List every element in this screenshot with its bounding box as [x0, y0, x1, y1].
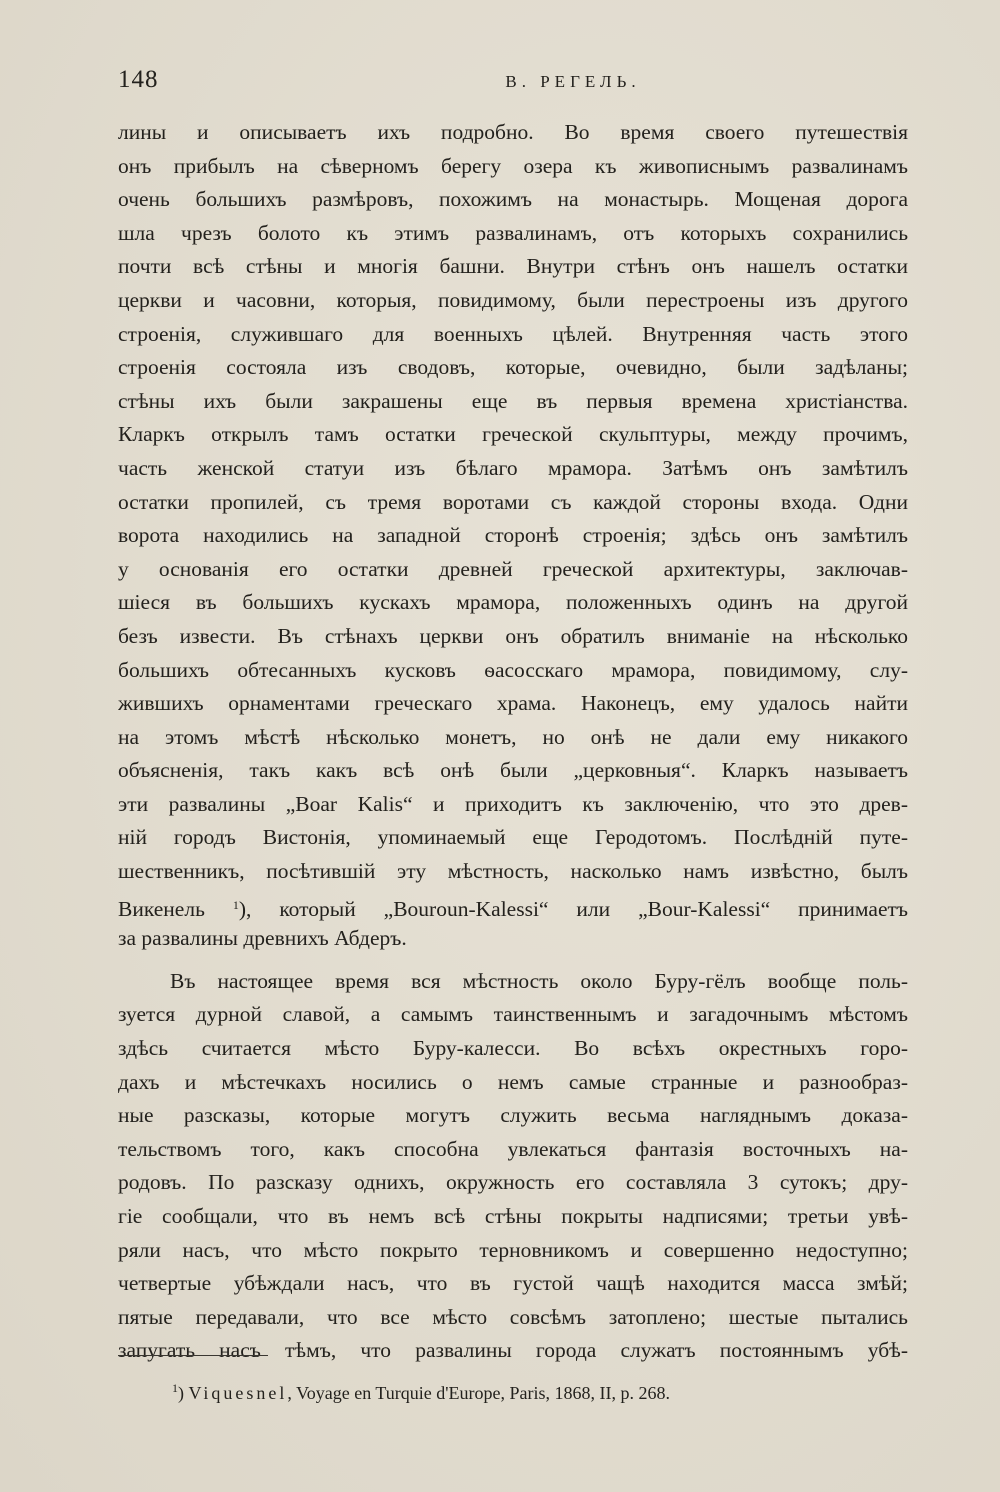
paragraph-break [118, 956, 908, 965]
text-line: запугать насъ тѣмъ, что развалины города служатъ постояннымъ убѣ- [118, 1338, 908, 1363]
text-line: Въ настоящее время вся мѣстность около Буру-гёлъ вообще поль- [170, 968, 908, 993]
text-line: пятые передавали, что все мѣсто совсѣмъ затоплено; шестые пытались [118, 1304, 908, 1329]
text-line: объясненія, такъ какъ всѣ онѣ были „церковныя“. Кларкъ называетъ [118, 758, 908, 783]
footnote-marker: 1 [172, 1381, 178, 1395]
text-line: остатки пропилей, съ тремя воротами съ каждой стороны входа. Одни [118, 489, 908, 514]
page-header [118, 66, 908, 102]
text-line: тельствомъ того, какъ способна увлекаться фантазія восточныхъ на- [118, 1136, 908, 1161]
body-text [118, 116, 908, 1368]
text-line: шественникъ, посѣтившій эту мѣстность, насколько намъ извѣстно, былъ [118, 859, 908, 884]
footnote-reference[interactable]: 1 [232, 897, 239, 912]
text-line: часть женской статуи изъ бѣлаго мрамора. Затѣмъ онъ замѣтилъ [118, 455, 908, 480]
text-line: на этомъ мѣстѣ нѣсколько монетъ, но онѣ не дали ему никакого [118, 724, 908, 749]
text-line: здѣсь считается мѣсто Буру-калесси. Во всѣхъ окрестныхъ горо- [118, 1036, 908, 1061]
text-line: очень большихъ размѣровъ, похожимъ на монастырь. Мощеная дорога [118, 187, 908, 212]
text-line: шла чрезъ болото къ этимъ развалинамъ, отъ которыхъ сохранились [118, 220, 908, 245]
text-line: лины и описываетъ ихъ подробно. Во время своего путешествія [118, 120, 908, 144]
text-line: ній городъ Вистонія, упоминаемый еще Геродотомъ. Послѣдній путе- [118, 825, 908, 850]
text-line: почти всѣ стѣны и многія башни. Внутри стѣнъ онъ нашелъ остатки [118, 254, 908, 279]
text-line: строенія состояла изъ сводовъ, которые, очевидно, были задѣланы; [118, 355, 908, 380]
text-line: ворота находились на западной сторонѣ строенія; здѣсь онъ замѣтилъ [118, 523, 908, 548]
text-line: строенія, служившаго для военныхъ цѣлей. Внутренняя часть этого [118, 321, 908, 346]
text-fragment: ), который „Bouroun-Kalessi“ или „Bour-Kalessi“ принимаетъ [238, 896, 908, 921]
text-line: Кларкъ открылъ тамъ остатки греческой скульптуры, между прочимъ, [118, 422, 908, 447]
text-line: большихъ обтесанныхъ кусковъ ѳасосскаго мрамора, повидимому, слу- [118, 657, 908, 682]
text-line: зуется дурной славой, а самымъ таинственнымъ и загадочнымъ мѣстомъ [118, 1002, 908, 1027]
text-line: за развалины древнихъ Абдеръ. [118, 926, 407, 951]
text-line-footnote-ref [118, 889, 908, 923]
text-line: гіе сообщали, что въ немъ всѣ стѣны покрыты надписями; третьи увѣ- [118, 1204, 908, 1228]
footnote: $^1$) Viquesnel, Voyage en Turquie d'Europe, Paris, 1868, II, p. 268. [172, 1381, 670, 1403]
running-head: В. РЕГЕЛЬ. [505, 72, 641, 91]
text-line: эти развалины „Boar Kalis“ и приходитъ къ заключенію, что это древ- [118, 791, 908, 816]
text-line: родовъ. По разсказу однихъ, окружность его составляла 3 сутокъ; дру- [118, 1170, 908, 1195]
page-number: 148 [118, 66, 159, 93]
text-line: ные разсказы, которые могутъ служить весьма нагляднымъ доказа- [118, 1103, 908, 1128]
text-line: церкви и часовни, которыя, повидимому, были перестроены изъ другого [118, 287, 908, 312]
text-line: онъ прибылъ на сѣверномъ берегу озера къ живописнымъ развалинамъ [118, 153, 908, 178]
text-line: жившихъ орнаментами греческаго храма. Наконецъ, ему удалось найти [118, 691, 908, 716]
text-line: ряли насъ, что мѣсто покрыто терновникомъ и совершенно недоступно; [118, 1237, 908, 1262]
footnote-author: Viquesnel [188, 1383, 288, 1403]
text-line: стѣны ихъ были закрашены еще въ первыя времена христіанства. [118, 388, 908, 413]
footnote-text: , Voyage en Turquie d'Europe, Paris, 1868, II, p. 268. [287, 1383, 670, 1403]
text-line: четвертые убѣждали насъ, что въ густой чащѣ находится масса змѣй; [118, 1271, 908, 1296]
text-line: у основанія его остатки древней греческой архитектуры, заключав- [118, 556, 908, 581]
text-line: безъ извести. Въ стѣнахъ церкви онъ обратилъ вниманіе на нѣсколько [118, 623, 908, 648]
text-fragment: Викенель [118, 896, 233, 921]
text-line: шіеся въ большихъ кускахъ мрамора, положенныхъ одинъ на другой [118, 590, 908, 615]
footnote-divider [118, 1355, 268, 1356]
text-line: дахъ и мѣстечкахъ носились о немъ самые странные и разнообраз- [118, 1069, 908, 1094]
